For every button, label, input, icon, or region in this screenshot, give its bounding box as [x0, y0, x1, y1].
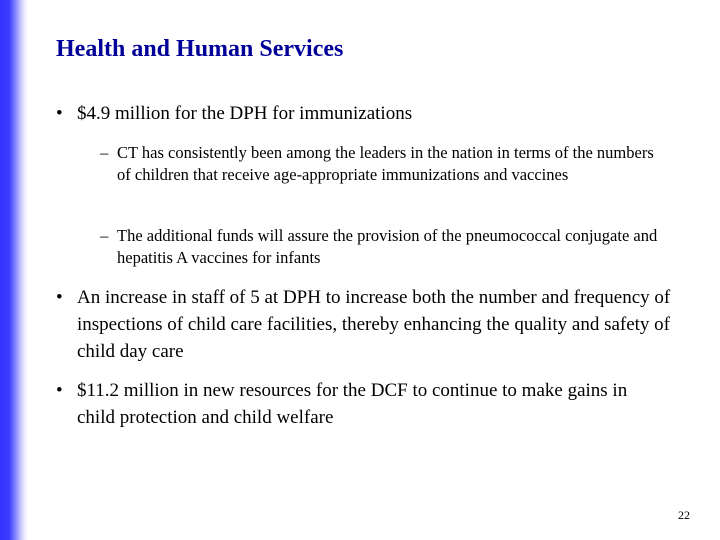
bullet-text: $4.9 million for the DPH for immunizations	[77, 103, 413, 124]
bullet-1	[56, 100, 676, 127]
sub-bullet-2	[100, 225, 670, 269]
bullet-3	[56, 377, 676, 431]
bullet-text: An increase in staff of 5 at DPH to increase both the number and frequency of inspections of child care facilities, thereby enhancing the quality and safety of child day care	[77, 287, 671, 362]
bullet-2	[56, 284, 676, 365]
sub-bullet-1	[100, 142, 670, 186]
bullet-icon: •	[56, 380, 63, 401]
bullet-icon: •	[56, 287, 63, 308]
slide-title: Health and Human Services	[56, 36, 344, 62]
sub-bullet-text: CT has consistently been among the leaders in the nation in terms of the numbers of children that receive age-appropriate immunizations and vaccines	[117, 143, 654, 184]
bullet-text: $11.2 million in new resources for the DCF to continue to make gains in child protection and child welfare	[77, 380, 628, 428]
page-number: 22	[678, 508, 690, 522]
bullet-icon: •	[56, 103, 63, 124]
sub-bullet-text: The additional funds will assure the provision of the pneumococcal conjugate and hepatitis A vaccines for infants	[117, 226, 658, 267]
left-gradient-bar	[0, 0, 28, 540]
dash-icon: –	[100, 143, 109, 162]
dash-icon: –	[100, 226, 109, 245]
